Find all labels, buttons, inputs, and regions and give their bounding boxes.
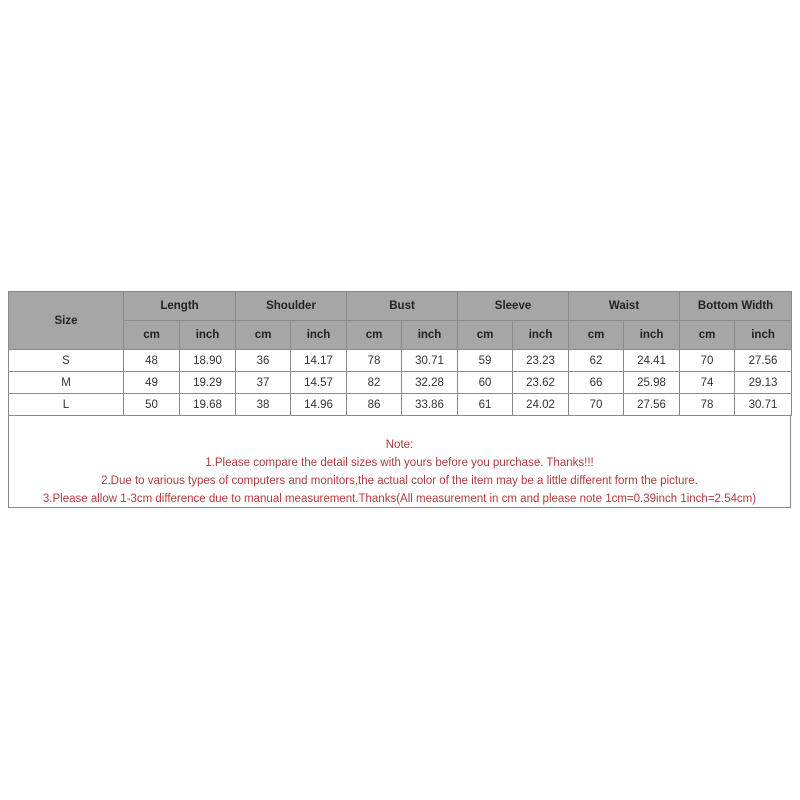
table-cell: 74 xyxy=(680,372,735,394)
note-line-2: 2.Due to various types of computers and monitors,the actual color of the item may be a little different form the picture. xyxy=(101,475,698,487)
table-cell: 86 xyxy=(347,394,402,416)
table-cell: 24.02 xyxy=(513,394,569,416)
table-cell: 78 xyxy=(680,394,735,416)
size-cell: S xyxy=(9,350,124,372)
table-cell: 25.98 xyxy=(624,372,680,394)
table-cell: 32.28 xyxy=(402,372,458,394)
table-cell: 50 xyxy=(124,394,180,416)
table-cell: 29.13 xyxy=(735,372,792,394)
shoulder-header: Shoulder xyxy=(236,292,347,321)
header-unit-row xyxy=(9,321,792,350)
table-cell: 30.71 xyxy=(735,394,792,416)
table-header xyxy=(9,292,792,350)
table-cell: 23.62 xyxy=(513,372,569,394)
table-cell: 61 xyxy=(458,394,513,416)
table-cell: 66 xyxy=(569,372,624,394)
table-cell: 48 xyxy=(124,350,180,372)
unit-header: inch xyxy=(180,321,236,350)
table-cell: 82 xyxy=(347,372,402,394)
table-cell: 37 xyxy=(236,372,291,394)
table-row xyxy=(9,394,792,416)
table-body xyxy=(9,350,792,416)
table-cell: 62 xyxy=(569,350,624,372)
table-cell: 59 xyxy=(458,350,513,372)
size-table xyxy=(8,291,792,416)
table-cell: 14.96 xyxy=(291,394,347,416)
unit-header: inch xyxy=(513,321,569,350)
table-cell: 33.86 xyxy=(402,394,458,416)
note-title: Note: xyxy=(385,439,414,451)
size-column-header: Size xyxy=(9,292,124,350)
table-cell: 19.68 xyxy=(180,394,236,416)
unit-header: cm xyxy=(124,321,180,350)
size-cell: L xyxy=(9,394,124,416)
unit-header: inch xyxy=(402,321,458,350)
length-header: Length xyxy=(124,292,236,321)
unit-header: cm xyxy=(236,321,291,350)
table-cell: 24.41 xyxy=(624,350,680,372)
table-cell: 27.56 xyxy=(624,394,680,416)
unit-header: cm xyxy=(680,321,735,350)
unit-header: cm xyxy=(347,321,402,350)
sleeve-header: Sleeve xyxy=(458,292,569,321)
unit-header: inch xyxy=(291,321,347,350)
table-cell: 78 xyxy=(347,350,402,372)
table-cell: 49 xyxy=(124,372,180,394)
table-row xyxy=(9,372,792,394)
table-cell: 14.57 xyxy=(291,372,347,394)
table-cell: 23.23 xyxy=(513,350,569,372)
size-cell: M xyxy=(9,372,124,394)
table-cell: 38 xyxy=(236,394,291,416)
bottom-width-header: Bottom Width xyxy=(680,292,792,321)
table-cell: 27.56 xyxy=(735,350,792,372)
table-cell: 70 xyxy=(569,394,624,416)
unit-header: inch xyxy=(624,321,680,350)
header-group-row xyxy=(9,292,792,321)
bust-header: Bust xyxy=(347,292,458,321)
note-line-1: 1.Please compare the detail sizes with yours before you purchase. Thanks!!! xyxy=(205,457,594,469)
waist-header: Waist xyxy=(569,292,680,321)
unit-header: cm xyxy=(569,321,624,350)
table-cell: 60 xyxy=(458,372,513,394)
unit-header: cm xyxy=(458,321,513,350)
note-box xyxy=(8,416,791,508)
table-cell: 18.90 xyxy=(180,350,236,372)
unit-header: inch xyxy=(735,321,792,350)
table-row xyxy=(9,350,792,372)
note-line-3: 3.Please allow 1-3cm difference due to manual measurement.Thanks(All measurement in cm and please note 1cm=0.39inch 1inch=2.54cm) xyxy=(42,493,757,505)
table-cell: 70 xyxy=(680,350,735,372)
table-cell: 36 xyxy=(236,350,291,372)
table-cell: 30.71 xyxy=(402,350,458,372)
table-cell: 19.29 xyxy=(180,372,236,394)
size-chart xyxy=(8,291,791,508)
table-cell: 14.17 xyxy=(291,350,347,372)
